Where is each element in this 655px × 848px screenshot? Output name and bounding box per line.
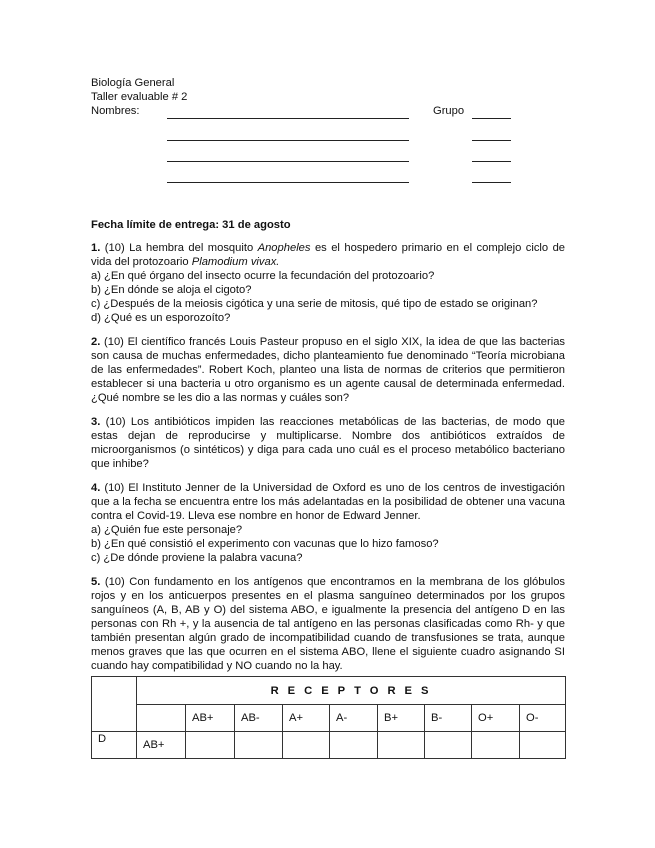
question-text: El Instituto Jenner de la Universidad de Oxford es uno de los centros de investigación que a la fecha se encuentra entre los más adelantadas en la posibilidad de obtener una vacuna contra el Covid-19. Lleva ese nombre en honor de Edward Jenner. — [91, 482, 565, 522]
question-2 — [91, 335, 565, 405]
receptor-header-ab-neg: AB- — [235, 705, 283, 732]
species-name: Anopheles — [257, 242, 311, 254]
option-c: c) ¿Después de la meiosis cigótica y una serie de mitosis, qué tipo de estado se originan? — [91, 298, 538, 310]
names-block — [91, 104, 565, 190]
answer-cell[interactable] — [330, 732, 378, 759]
question-number: 2. — [91, 336, 101, 348]
receptors-header: RECEPTORES — [137, 677, 566, 705]
answer-cell[interactable] — [235, 732, 283, 759]
donor-label: D — [92, 732, 137, 759]
answer-cell[interactable] — [283, 732, 330, 759]
answer-cell[interactable] — [378, 732, 425, 759]
question-number: 4. — [91, 482, 101, 494]
name-blank-3[interactable] — [167, 161, 409, 162]
answer-cell[interactable] — [472, 732, 520, 759]
receptor-header-o-neg: O- — [520, 705, 566, 732]
question-text: Con fundamento en los antígenos que encontramos en la membrana de los glóbulos rojos y en los anticuerpos presentes en el plasma sanguíneo determinados por los grupos sanguíneos (A, B, AB y O) del sistema ABO, e igualmente la presencia del antígeno D en las personas con Rh +, y la ausencia de tal antígeno en las personas clasificadas como Rh- y que también presentan algún grado de incompatibilidad cuando de transfusiones se trata, aunque menos graves que las que ocurren en el sistema ABO, llene el siguiente cuadro asignando SI cuando hay compatibilidad y NO cuando no la hay. — [91, 576, 566, 672]
receptor-header-a-pos: A+ — [283, 705, 330, 732]
group-blank-2[interactable] — [472, 140, 511, 141]
option-a: a) ¿En qué órgano del insecto ocurre la fecundación del protozoario? — [91, 270, 435, 282]
names-label: Nombres: — [91, 105, 140, 117]
receptor-header-ab-pos: AB+ — [186, 705, 235, 732]
question-points: (10) — [105, 416, 126, 428]
assignment-title: Taller evaluable # 2 — [91, 91, 188, 103]
option-a: a) ¿Quién fue este personaje? — [91, 524, 243, 536]
group-blank-3[interactable] — [472, 161, 511, 162]
question-text: es el hospedero primario en el complejo ciclo de vida del protozoario — [91, 242, 566, 268]
table-corner-cell — [92, 677, 137, 732]
option-b: b) ¿En qué consistió el experimento con vacunas que lo hizo famoso? — [91, 538, 439, 550]
name-blank-1[interactable] — [167, 118, 409, 119]
question-text: Los antibióticos impiden las reacciones metabólicas de las bacterias, de modo que estas dejan de reproducirse y multiplicarse. Nombre dos antibióticos extraídos de microorganismos (o sintéticos) y diga para cada uno cuál es el proceso metabólico bacteriano que inhibe? — [91, 416, 566, 470]
option-b: b) ¿En dónde se aloja el cigoto? — [91, 284, 252, 296]
receptor-header-b-pos: B+ — [378, 705, 425, 732]
question-points: (10) — [104, 242, 125, 254]
name-blank-4[interactable] — [167, 182, 409, 183]
worksheet-page — [91, 76, 565, 673]
question-5 — [91, 575, 565, 673]
deadline: Fecha límite de entrega: 31 de agosto — [91, 219, 291, 231]
answer-cell[interactable] — [520, 732, 566, 759]
answer-cell[interactable] — [186, 732, 235, 759]
name-blank-2[interactable] — [167, 140, 409, 141]
question-points: (10) — [104, 482, 125, 494]
receptor-header-b-neg: B- — [425, 705, 472, 732]
question-number: 5. — [91, 576, 101, 588]
question-points: (10) — [104, 576, 125, 588]
question-number: 3. — [91, 416, 101, 428]
question-number: 1. — [91, 242, 101, 254]
answer-cell[interactable] — [425, 732, 472, 759]
table-empty-cell — [137, 705, 186, 732]
question-3 — [91, 415, 565, 471]
species-name: Plamodium vivax. — [191, 256, 280, 268]
group-blank-4[interactable] — [472, 182, 511, 183]
receptor-header-a-neg: A- — [330, 705, 378, 732]
group-blank-1[interactable] — [472, 118, 511, 119]
question-text: El científico francés Louis Pasteur propuso en el siglo XIX, la idea de que las bacterias son causa de muchas enfermedades, dicho planteamiento fue denominado “Teoría microbiana de las enfermedades”. Robert Koch, planteo una lista de normas de criterios que permitieron establecer si una bacteria u otro organismo es un agente causal de determinada enfermedad. ¿Qué nombre se les dio a las normas y cuáles son? — [91, 336, 566, 404]
donor-type-ab-pos: AB+ — [137, 732, 186, 759]
course-title: Biología General — [91, 77, 175, 89]
option-d: d) ¿Qué es un esporozoíto? — [91, 312, 231, 324]
question-text: La hembra del mosquito — [129, 242, 258, 254]
question-4 — [91, 481, 565, 565]
compatibility-table — [91, 676, 566, 759]
option-c: c) ¿De dónde proviene la palabra vacuna? — [91, 552, 303, 564]
receptor-header-o-pos: O+ — [472, 705, 520, 732]
question-points: (10) — [104, 336, 124, 348]
question-1 — [91, 241, 565, 325]
group-label: Grupo — [433, 105, 465, 117]
